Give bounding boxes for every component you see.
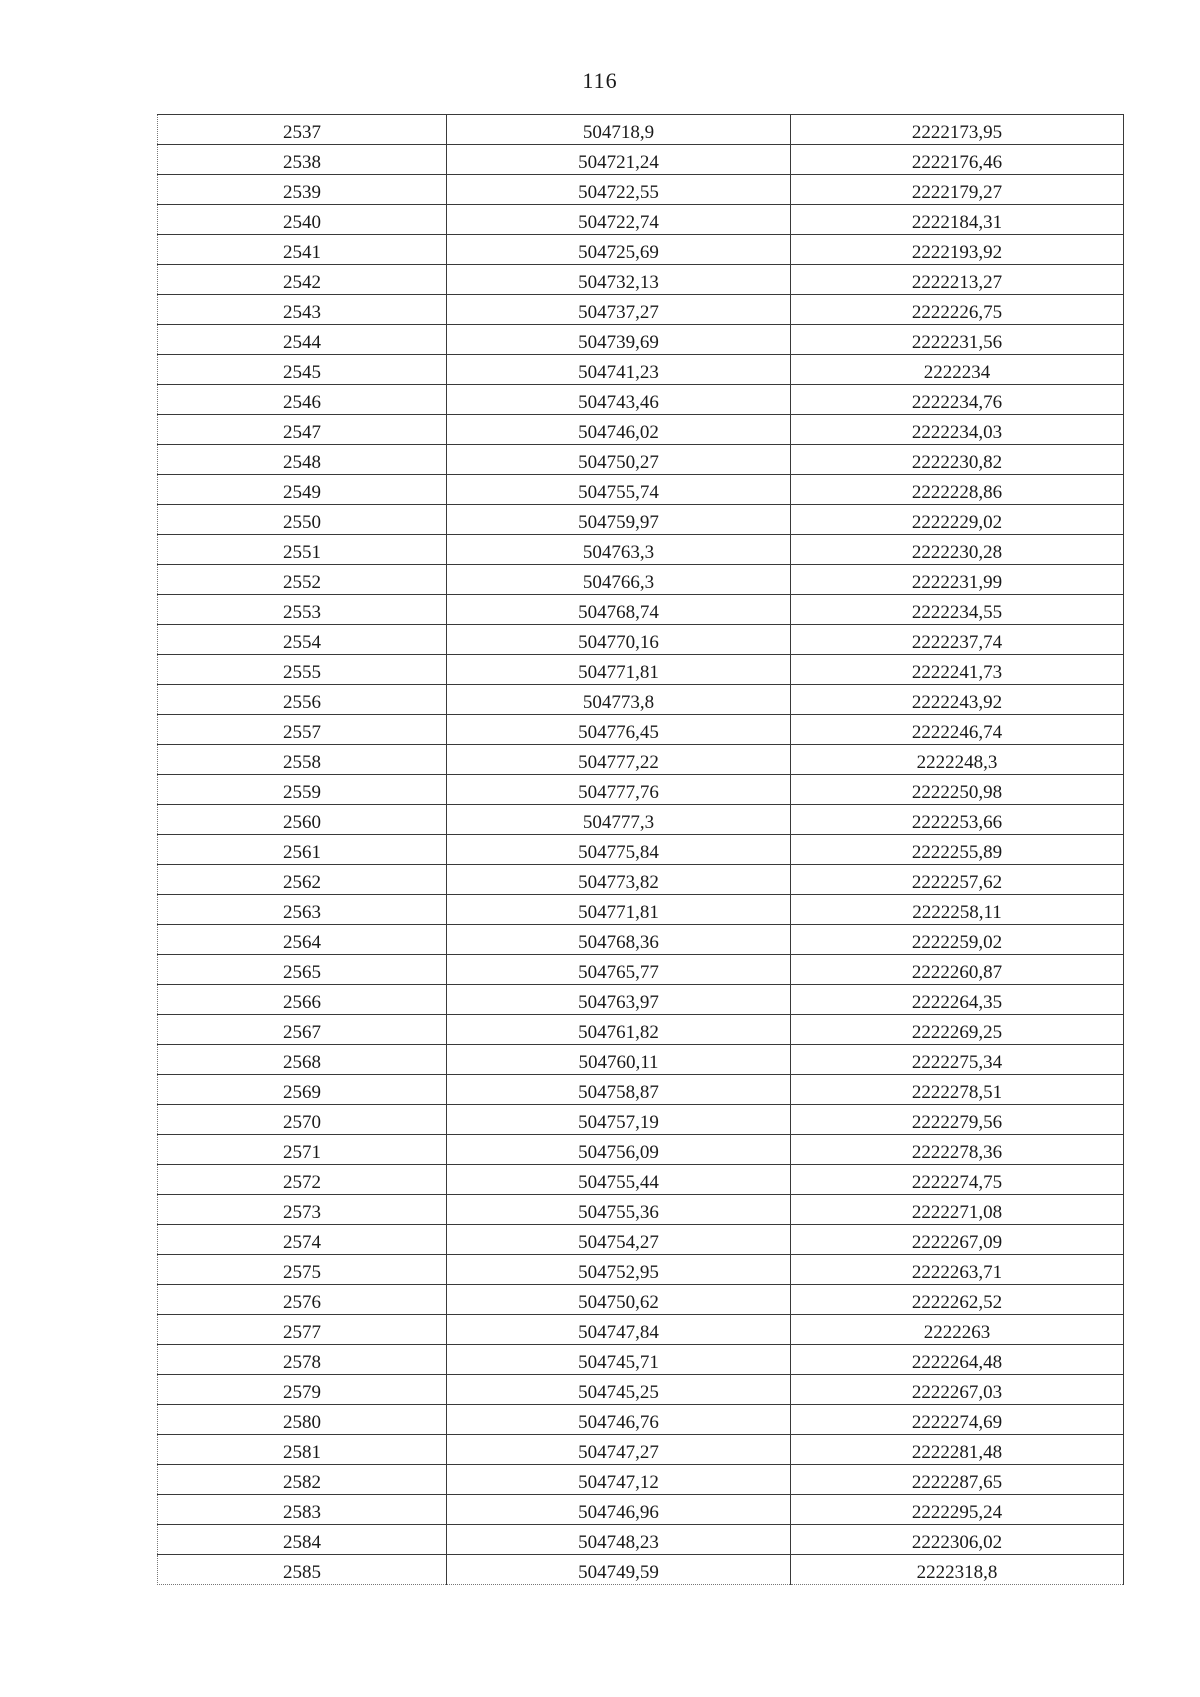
- point-number-cell: 2572: [158, 1165, 447, 1195]
- y-coordinate-cell: 2222234,76: [791, 385, 1124, 415]
- y-coordinate-cell: 2222274,75: [791, 1165, 1124, 1195]
- point-number-cell: 2551: [158, 535, 447, 565]
- y-coordinate-cell: 2222173,95: [791, 115, 1124, 145]
- x-coordinate-cell: 504757,19: [447, 1105, 791, 1135]
- y-coordinate-cell: 2222253,66: [791, 805, 1124, 835]
- y-coordinate-cell: 2222234,55: [791, 595, 1124, 625]
- x-coordinate-cell: 504759,97: [447, 505, 791, 535]
- y-coordinate-cell: 2222226,75: [791, 295, 1124, 325]
- point-number-cell: 2575: [158, 1255, 447, 1285]
- y-coordinate-cell: 2222248,3: [791, 745, 1124, 775]
- y-coordinate-cell: 2222243,92: [791, 685, 1124, 715]
- table-row: [158, 655, 1124, 685]
- point-number-cell: 2554: [158, 625, 447, 655]
- point-number-cell: 2544: [158, 325, 447, 355]
- table-row: [158, 1015, 1124, 1045]
- point-number-cell: 2546: [158, 385, 447, 415]
- point-number-cell: 2583: [158, 1495, 447, 1525]
- x-coordinate-cell: 504754,27: [447, 1225, 791, 1255]
- point-number-cell: 2562: [158, 865, 447, 895]
- point-number-cell: 2555: [158, 655, 447, 685]
- x-coordinate-cell: 504777,22: [447, 745, 791, 775]
- x-coordinate-cell: 504747,27: [447, 1435, 791, 1465]
- y-coordinate-cell: 2222234: [791, 355, 1124, 385]
- table-row: [158, 1375, 1124, 1405]
- x-coordinate-cell: 504718,9: [447, 115, 791, 145]
- y-coordinate-cell: 2222229,02: [791, 505, 1124, 535]
- table-row: [158, 1555, 1124, 1585]
- y-coordinate-cell: 2222279,56: [791, 1105, 1124, 1135]
- y-coordinate-cell: 2222179,27: [791, 175, 1124, 205]
- table-row: [158, 445, 1124, 475]
- point-number-cell: 2560: [158, 805, 447, 835]
- point-number-cell: 2567: [158, 1015, 447, 1045]
- table-row: [158, 925, 1124, 955]
- coordinates-table: [157, 114, 1124, 1585]
- y-coordinate-cell: 2222318,8: [791, 1555, 1124, 1585]
- point-number-cell: 2539: [158, 175, 447, 205]
- table-row: [158, 1345, 1124, 1375]
- y-coordinate-cell: 2222193,92: [791, 235, 1124, 265]
- x-coordinate-cell: 504749,59: [447, 1555, 791, 1585]
- point-number-cell: 2550: [158, 505, 447, 535]
- y-coordinate-cell: 2222250,98: [791, 775, 1124, 805]
- y-coordinate-cell: 2222267,03: [791, 1375, 1124, 1405]
- point-number-cell: 2578: [158, 1345, 447, 1375]
- x-coordinate-cell: 504752,95: [447, 1255, 791, 1285]
- x-coordinate-cell: 504743,46: [447, 385, 791, 415]
- point-number-cell: 2569: [158, 1075, 447, 1105]
- point-number-cell: 2552: [158, 565, 447, 595]
- table-row: [158, 1435, 1124, 1465]
- y-coordinate-cell: 2222213,27: [791, 265, 1124, 295]
- y-coordinate-cell: 2222246,74: [791, 715, 1124, 745]
- y-coordinate-cell: 2222295,24: [791, 1495, 1124, 1525]
- table-row: [158, 985, 1124, 1015]
- point-number-cell: 2576: [158, 1285, 447, 1315]
- x-coordinate-cell: 504750,27: [447, 445, 791, 475]
- point-number-cell: 2563: [158, 895, 447, 925]
- table-row: [158, 1135, 1124, 1165]
- y-coordinate-cell: 2222267,09: [791, 1225, 1124, 1255]
- point-number-cell: 2537: [158, 115, 447, 145]
- x-coordinate-cell: 504721,24: [447, 145, 791, 175]
- point-number-cell: 2559: [158, 775, 447, 805]
- point-number-cell: 2549: [158, 475, 447, 505]
- point-number-cell: 2574: [158, 1225, 447, 1255]
- table-row: [158, 895, 1124, 925]
- table-row: [158, 355, 1124, 385]
- y-coordinate-cell: 2222176,46: [791, 145, 1124, 175]
- x-coordinate-cell: 504739,69: [447, 325, 791, 355]
- table-row: [158, 1525, 1124, 1555]
- x-coordinate-cell: 504771,81: [447, 895, 791, 925]
- x-coordinate-cell: 504758,87: [447, 1075, 791, 1105]
- x-coordinate-cell: 504768,74: [447, 595, 791, 625]
- y-coordinate-cell: 2222275,34: [791, 1045, 1124, 1075]
- y-coordinate-cell: 2222259,02: [791, 925, 1124, 955]
- x-coordinate-cell: 504755,44: [447, 1165, 791, 1195]
- x-coordinate-cell: 504777,3: [447, 805, 791, 835]
- point-number-cell: 2545: [158, 355, 447, 385]
- x-coordinate-cell: 504760,11: [447, 1045, 791, 1075]
- x-coordinate-cell: 504756,09: [447, 1135, 791, 1165]
- x-coordinate-cell: 504775,84: [447, 835, 791, 865]
- point-number-cell: 2571: [158, 1135, 447, 1165]
- x-coordinate-cell: 504766,3: [447, 565, 791, 595]
- point-number-cell: 2573: [158, 1195, 447, 1225]
- point-number-cell: 2566: [158, 985, 447, 1015]
- table-row: [158, 805, 1124, 835]
- table-row: [158, 865, 1124, 895]
- x-coordinate-cell: 504746,96: [447, 1495, 791, 1525]
- table-row: [158, 415, 1124, 445]
- point-number-cell: 2547: [158, 415, 447, 445]
- table-row: [158, 1045, 1124, 1075]
- x-coordinate-cell: 504747,12: [447, 1465, 791, 1495]
- x-coordinate-cell: 504748,23: [447, 1525, 791, 1555]
- table-row: [158, 1405, 1124, 1435]
- point-number-cell: 2541: [158, 235, 447, 265]
- x-coordinate-cell: 504737,27: [447, 295, 791, 325]
- x-coordinate-cell: 504746,76: [447, 1405, 791, 1435]
- x-coordinate-cell: 504765,77: [447, 955, 791, 985]
- table-row: [158, 1105, 1124, 1135]
- x-coordinate-cell: 504771,81: [447, 655, 791, 685]
- table-row: [158, 535, 1124, 565]
- table-row: [158, 235, 1124, 265]
- y-coordinate-cell: 2222306,02: [791, 1525, 1124, 1555]
- y-coordinate-cell: 2222230,82: [791, 445, 1124, 475]
- y-coordinate-cell: 2222281,48: [791, 1435, 1124, 1465]
- point-number-cell: 2584: [158, 1525, 447, 1555]
- x-coordinate-cell: 504722,55: [447, 175, 791, 205]
- table-row: [158, 565, 1124, 595]
- x-coordinate-cell: 504768,36: [447, 925, 791, 955]
- x-coordinate-cell: 504773,8: [447, 685, 791, 715]
- point-number-cell: 2542: [158, 265, 447, 295]
- table-row: [158, 1195, 1124, 1225]
- page-number: 116: [582, 68, 618, 93]
- x-coordinate-cell: 504722,74: [447, 205, 791, 235]
- y-coordinate-cell: 2222269,25: [791, 1015, 1124, 1045]
- y-coordinate-cell: 2222287,65: [791, 1465, 1124, 1495]
- point-number-cell: 2577: [158, 1315, 447, 1345]
- y-coordinate-cell: 2222257,62: [791, 865, 1124, 895]
- x-coordinate-cell: 504755,36: [447, 1195, 791, 1225]
- x-coordinate-cell: 504763,97: [447, 985, 791, 1015]
- table-row: [158, 205, 1124, 235]
- table-row: [158, 1075, 1124, 1105]
- x-coordinate-cell: 504746,02: [447, 415, 791, 445]
- table-row: [158, 175, 1124, 205]
- y-coordinate-cell: 2222262,52: [791, 1285, 1124, 1315]
- y-coordinate-cell: 2222264,35: [791, 985, 1124, 1015]
- y-coordinate-cell: 2222278,51: [791, 1075, 1124, 1105]
- x-coordinate-cell: 504773,82: [447, 865, 791, 895]
- x-coordinate-cell: 504776,45: [447, 715, 791, 745]
- x-coordinate-cell: 504725,69: [447, 235, 791, 265]
- table-row: [158, 835, 1124, 865]
- y-coordinate-cell: 2222237,74: [791, 625, 1124, 655]
- table-row: [158, 145, 1124, 175]
- table-row: [158, 505, 1124, 535]
- point-number-cell: 2580: [158, 1405, 447, 1435]
- table-row: [158, 475, 1124, 505]
- table-row: [158, 325, 1124, 355]
- point-number-cell: 2557: [158, 715, 447, 745]
- y-coordinate-cell: 2222234,03: [791, 415, 1124, 445]
- coordinates-table-body: [158, 115, 1124, 1585]
- y-coordinate-cell: 2222263: [791, 1315, 1124, 1345]
- table-row: [158, 115, 1124, 145]
- table-row: [158, 595, 1124, 625]
- point-number-cell: 2538: [158, 145, 447, 175]
- point-number-cell: 2543: [158, 295, 447, 325]
- table-row: [158, 625, 1124, 655]
- table-row: [158, 775, 1124, 805]
- table-row: [158, 1285, 1124, 1315]
- table-row: [158, 955, 1124, 985]
- y-coordinate-cell: 2222230,28: [791, 535, 1124, 565]
- y-coordinate-cell: 2222271,08: [791, 1195, 1124, 1225]
- x-coordinate-cell: 504750,62: [447, 1285, 791, 1315]
- x-coordinate-cell: 504741,23: [447, 355, 791, 385]
- x-coordinate-cell: 504747,84: [447, 1315, 791, 1345]
- point-number-cell: 2568: [158, 1045, 447, 1075]
- table-row: [158, 295, 1124, 325]
- x-coordinate-cell: 504745,25: [447, 1375, 791, 1405]
- point-number-cell: 2540: [158, 205, 447, 235]
- point-number-cell: 2581: [158, 1435, 447, 1465]
- table-row: [158, 1165, 1124, 1195]
- x-coordinate-cell: 504777,76: [447, 775, 791, 805]
- y-coordinate-cell: 2222278,36: [791, 1135, 1124, 1165]
- table-row: [158, 1225, 1124, 1255]
- table-row: [158, 265, 1124, 295]
- y-coordinate-cell: 2222184,31: [791, 205, 1124, 235]
- table-row: [158, 1315, 1124, 1345]
- y-coordinate-cell: 2222241,73: [791, 655, 1124, 685]
- x-coordinate-cell: 504732,13: [447, 265, 791, 295]
- point-number-cell: 2570: [158, 1105, 447, 1135]
- y-coordinate-cell: 2222274,69: [791, 1405, 1124, 1435]
- point-number-cell: 2558: [158, 745, 447, 775]
- point-number-cell: 2556: [158, 685, 447, 715]
- x-coordinate-cell: 504770,16: [447, 625, 791, 655]
- point-number-cell: 2548: [158, 445, 447, 475]
- y-coordinate-cell: 2222258,11: [791, 895, 1124, 925]
- point-number-cell: 2582: [158, 1465, 447, 1495]
- table-row: [158, 685, 1124, 715]
- y-coordinate-cell: 2222255,89: [791, 835, 1124, 865]
- table-row: [158, 1495, 1124, 1525]
- table-row: [158, 745, 1124, 775]
- y-coordinate-cell: 2222231,56: [791, 325, 1124, 355]
- point-number-cell: 2561: [158, 835, 447, 865]
- x-coordinate-cell: 504763,3: [447, 535, 791, 565]
- point-number-cell: 2585: [158, 1555, 447, 1585]
- table-row: [158, 715, 1124, 745]
- table-row: [158, 385, 1124, 415]
- point-number-cell: 2579: [158, 1375, 447, 1405]
- point-number-cell: 2564: [158, 925, 447, 955]
- table-row: [158, 1255, 1124, 1285]
- point-number-cell: 2553: [158, 595, 447, 625]
- y-coordinate-cell: 2222263,71: [791, 1255, 1124, 1285]
- table-row: [158, 1465, 1124, 1495]
- x-coordinate-cell: 504761,82: [447, 1015, 791, 1045]
- point-number-cell: 2565: [158, 955, 447, 985]
- y-coordinate-cell: 2222260,87: [791, 955, 1124, 985]
- x-coordinate-cell: 504745,71: [447, 1345, 791, 1375]
- y-coordinate-cell: 2222231,99: [791, 565, 1124, 595]
- x-coordinate-cell: 504755,74: [447, 475, 791, 505]
- y-coordinate-cell: 2222228,86: [791, 475, 1124, 505]
- y-coordinate-cell: 2222264,48: [791, 1345, 1124, 1375]
